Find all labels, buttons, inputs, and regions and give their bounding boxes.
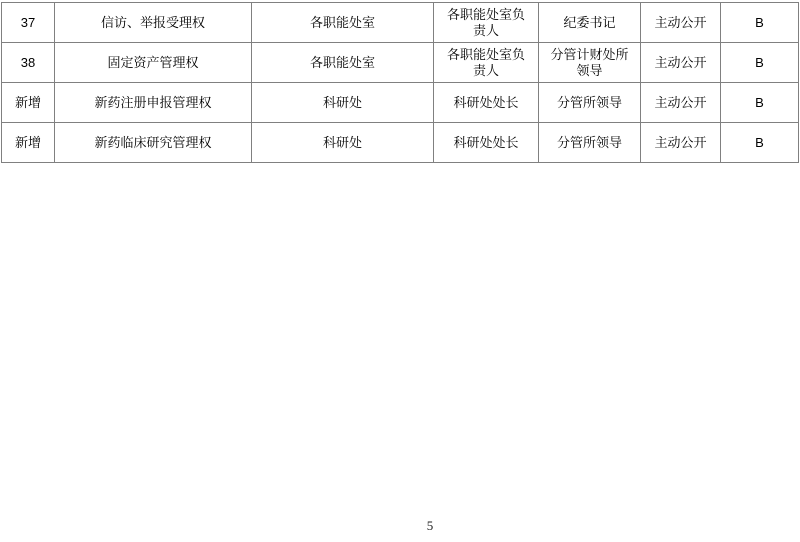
powers-table <box>1 2 799 163</box>
disclosure-method-cell: 主动公开 <box>641 83 721 123</box>
department-cell: 各职能处室 <box>252 3 434 43</box>
category-cell: B <box>721 3 799 43</box>
category-cell: B <box>721 83 799 123</box>
disclosure-method-cell: 主动公开 <box>641 43 721 83</box>
power-name-cell: 新药临床研究管理权 <box>55 123 252 163</box>
row-index-cell: 37 <box>2 3 55 43</box>
responsible-person-cell: 科研处处长 <box>434 83 539 123</box>
power-name-cell: 固定资产管理权 <box>55 43 252 83</box>
supervising-leader-cell: 分管计财处所领导 <box>539 43 641 83</box>
row-index-cell: 新增 <box>2 83 55 123</box>
responsible-person-cell: 各职能处室负责人 <box>434 3 539 43</box>
supervising-leader-cell: 分管所领导 <box>539 123 641 163</box>
table-row <box>2 123 799 163</box>
power-name-cell: 新药注册申报管理权 <box>55 83 252 123</box>
disclosure-method-cell: 主动公开 <box>641 123 721 163</box>
category-cell: B <box>721 43 799 83</box>
disclosure-method-cell: 主动公开 <box>641 3 721 43</box>
department-cell: 各职能处室 <box>252 43 434 83</box>
table-row <box>2 83 799 123</box>
row-index-cell: 38 <box>2 43 55 83</box>
supervising-leader-cell: 分管所领导 <box>539 83 641 123</box>
table-row <box>2 43 799 83</box>
department-cell: 科研处 <box>252 83 434 123</box>
page-number: 5 <box>426 518 434 533</box>
category-cell: B <box>721 123 799 163</box>
responsible-person-cell: 科研处处长 <box>434 123 539 163</box>
supervising-leader-cell: 纪委书记 <box>539 3 641 43</box>
department-cell: 科研处 <box>252 123 434 163</box>
responsible-person-cell: 各职能处室负责人 <box>434 43 539 83</box>
power-name-cell: 信访、举报受理权 <box>55 3 252 43</box>
table-row <box>2 3 799 43</box>
row-index-cell: 新增 <box>2 123 55 163</box>
